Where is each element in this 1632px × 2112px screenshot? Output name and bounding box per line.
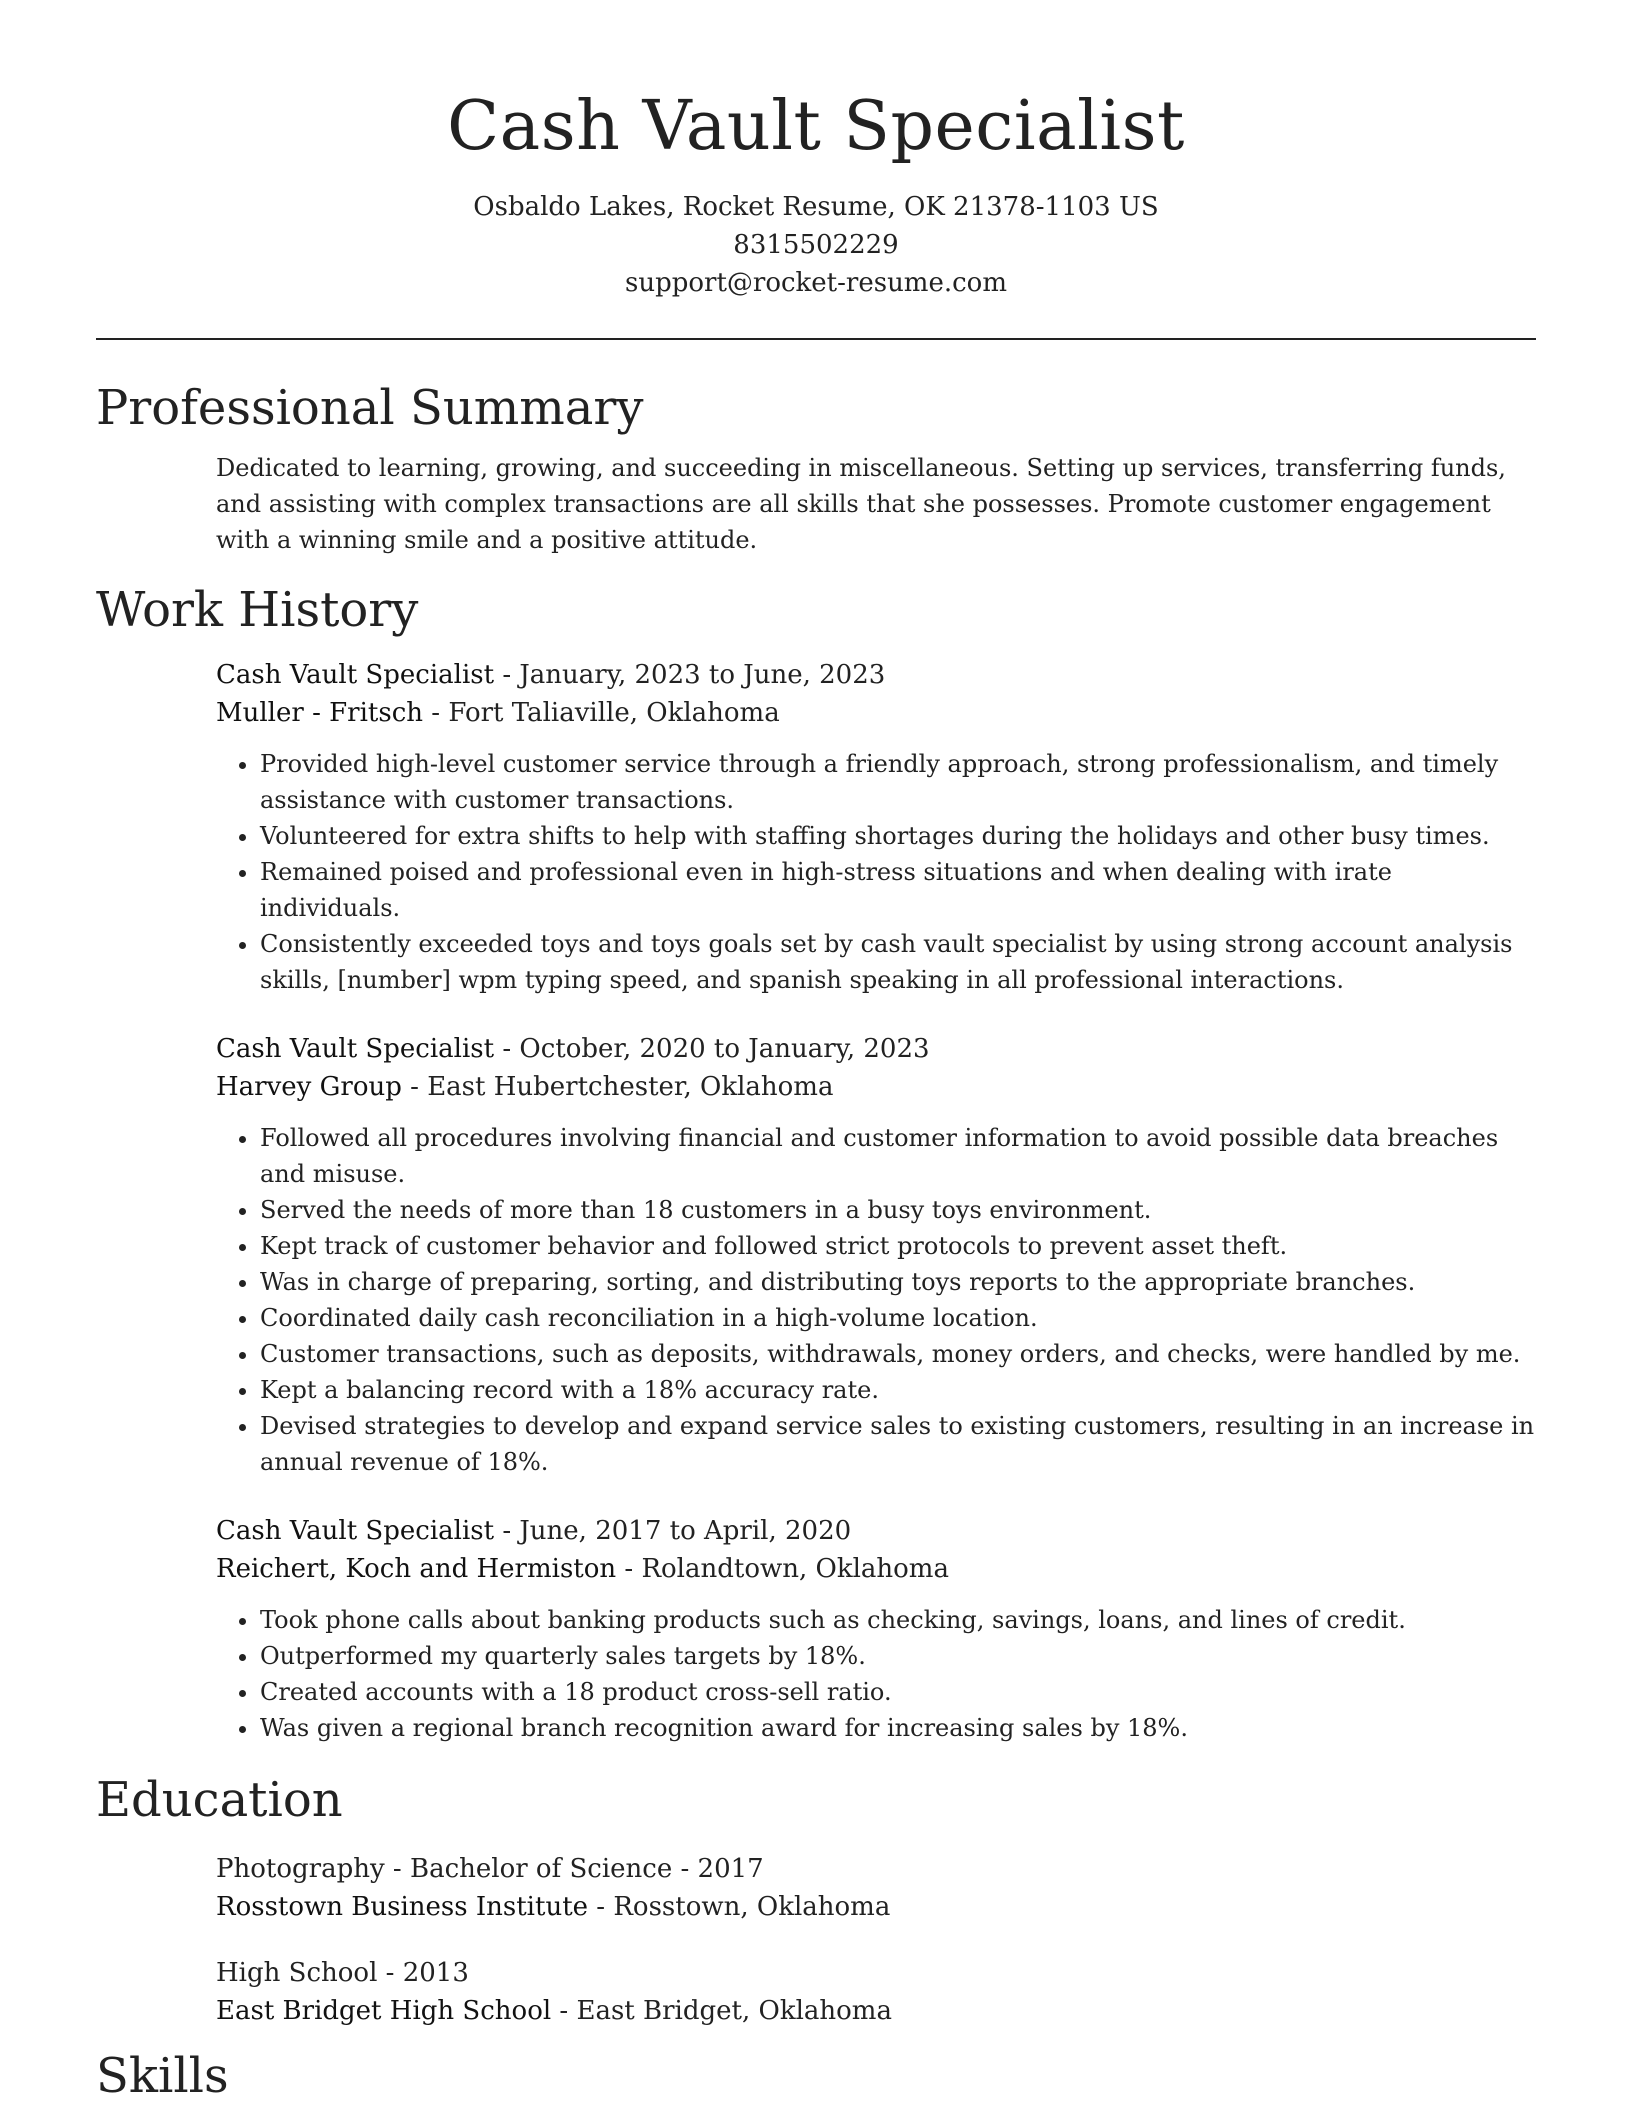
job-role: Cash Vault Specialist — [216, 660, 495, 690]
education-school-line — [216, 1992, 1536, 2030]
education-degree: Photography - Bachelor of Science - 2017 — [216, 1854, 764, 1884]
contact-email: support@rocket-resume.com — [624, 268, 1007, 298]
education-entry — [216, 1850, 1536, 1926]
education-entry — [216, 1954, 1536, 2030]
work-history-title: Work History — [96, 582, 419, 638]
job-dates: - January, 2023 to June, 2023 — [494, 660, 886, 690]
job-entry — [216, 1512, 1536, 1746]
contact-phone: 8315502229 — [733, 230, 899, 260]
job-bullets — [216, 1602, 1536, 1746]
job-company-line — [216, 1068, 1536, 1106]
job-company: Harvey Group — [216, 1072, 402, 1102]
header-divider — [96, 338, 1536, 340]
job-location: - East Hubertchester, Oklahoma — [401, 1072, 834, 1102]
job-bullet: • Kept a balancing record with a 18% accuracy rate. — [260, 1372, 1536, 1408]
job-bullet: • Took phone calls about banking products such as checking, savings, loans, and lines of credit. — [260, 1602, 1536, 1638]
job-bullet: • Consistently exceeded toys and toys goals set by cash vault specialist by using strong account analysis skills, [number] wpm typing speed, and spanish speaking in all professional interactions. — [260, 926, 1536, 998]
job-role: Cash Vault Specialist — [216, 1516, 495, 1546]
job-location: - Fort Taliaville, Oklahoma — [423, 698, 780, 728]
job-bullet: • Devised strategies to develop and expand service sales to existing customers, resulting in an increase in annual revenue of 18%. — [260, 1408, 1536, 1480]
job-bullets — [216, 1120, 1536, 1480]
job-dates: - October, 2020 to January, 2023 — [494, 1034, 930, 1064]
summary-text: Dedicated to learning, growing, and succeeding in miscellaneous. Setting up services, transferring funds, and assisting with complex transactions are all skills that she possesses. Promote customer engagement with a winning smile and a positive attitude. — [216, 454, 1506, 554]
job-bullet: • Coordinated daily cash reconciliation in a high-volume location. — [260, 1300, 1536, 1336]
job-bullet: • Outperformed my quarterly sales targets by 18%. — [260, 1638, 1536, 1674]
resume-header — [0, 0, 1632, 302]
job-bullet: • Provided high-level customer service through a friendly approach, strong professionalism, and timely assistance with customer transactions. — [260, 746, 1536, 818]
job-entry — [216, 656, 1536, 998]
education-location: - Rosstown, Oklahoma — [588, 1892, 891, 1922]
job-title-line — [216, 1030, 1536, 1068]
summary-title: Professional Summary — [96, 380, 644, 436]
education-school-line — [216, 1888, 1536, 1926]
resume-name: Cash Vault Specialist — [447, 87, 1185, 166]
education-title: Education — [96, 1772, 343, 1828]
job-bullet: • Kept track of customer behavior and followed strict protocols to prevent asset theft. — [260, 1228, 1536, 1264]
job-title-line — [216, 656, 1536, 694]
summary-section — [96, 378, 1536, 558]
job-bullet: • Was in charge of preparing, sorting, and distributing toys reports to the appropriate branches. — [260, 1264, 1536, 1300]
job-bullet: • Followed all procedures involving financial and customer information to avoid possible data breaches and misuse. — [260, 1120, 1536, 1192]
job-company-line — [216, 1550, 1536, 1588]
education-degree: High School - 2013 — [216, 1958, 469, 1988]
job-bullet: • Customer transactions, such as deposits, withdrawals, money orders, and checks, were handled by me. — [260, 1336, 1536, 1372]
job-location: - Rolandtown, Oklahoma — [616, 1554, 949, 1584]
job-company-line — [216, 694, 1536, 732]
job-bullet: • Created accounts with a 18 product cross-sell ratio. — [260, 1674, 1536, 1710]
job-title-line — [216, 1512, 1536, 1550]
job-bullet: • Remained poised and professional even in high-stress situations and when dealing with irate individuals. — [260, 854, 1536, 926]
contact-block — [0, 188, 1632, 302]
job-role: Cash Vault Specialist — [216, 1034, 495, 1064]
contact-address: Osbaldo Lakes, Rocket Resume, OK 21378-1103 US — [473, 192, 1159, 222]
job-bullet: • Served the needs of more than 18 customers in a busy toys environment. — [260, 1192, 1536, 1228]
job-dates: - June, 2017 to April, 2020 — [494, 1516, 852, 1546]
job-bullets — [216, 746, 1536, 998]
skills-section — [96, 2046, 1536, 2106]
education-school: Rosstown Business Institute — [216, 1892, 589, 1922]
work-history-section — [96, 580, 1536, 1746]
job-company: Muller - Fritsch — [216, 698, 424, 728]
job-entry — [216, 1030, 1536, 1480]
education-section — [96, 1770, 1536, 2030]
skills-title: Skills — [96, 2048, 229, 2104]
job-company: Reichert, Koch and Hermiston — [216, 1554, 617, 1584]
education-school: East Bridget High School — [216, 1996, 552, 2026]
education-location: - East Bridget, Oklahoma — [551, 1996, 892, 2026]
job-bullet: • Volunteered for extra shifts to help with staffing shortages during the holidays and other busy times. — [260, 818, 1536, 854]
job-bullet: • Was given a regional branch recognition award for increasing sales by 18%. — [260, 1710, 1536, 1746]
